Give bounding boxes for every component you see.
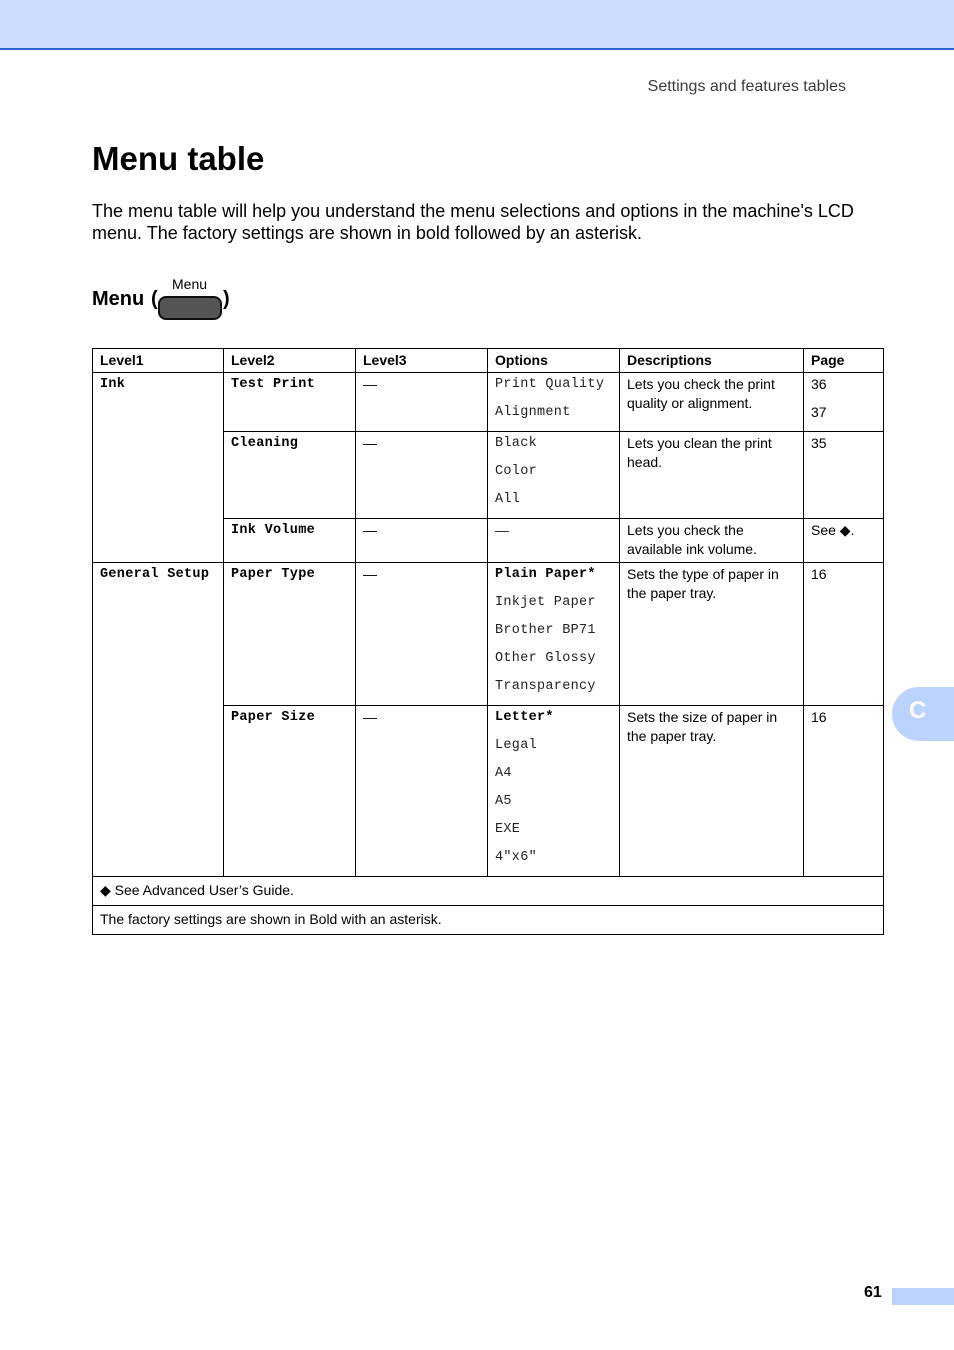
footnote-row <box>93 906 884 935</box>
option-item: Black <box>495 436 538 451</box>
col-header-level2: Level2 <box>224 349 356 373</box>
page-ref: 36 <box>811 376 827 392</box>
option-item: Inkjet Paper <box>495 595 596 610</box>
description-cell: Lets you check the print quality or alignment. <box>620 373 804 432</box>
option-item: Transparency <box>495 679 596 694</box>
option-item: Other Glossy <box>495 651 596 666</box>
option-item: A5 <box>495 794 512 809</box>
page-cell <box>804 373 884 432</box>
page-title: Menu table <box>92 140 265 177</box>
option-item: 4"x6" <box>495 850 538 865</box>
description-cell: Lets you clean the print head. <box>620 432 804 519</box>
page-number-bar <box>892 1288 954 1305</box>
page-ref: 35 <box>811 435 827 451</box>
option-item: — <box>495 522 509 538</box>
intro-paragraph: The menu table will help you understand the menu selections and options in the machine's LCD menu. The factory settings are shown in bold followed by an asterisk. <box>92 201 854 243</box>
running-header-title: Settings and features tables <box>647 78 846 95</box>
description-cell: Sets the type of paper in the paper tray. <box>620 563 804 706</box>
page-number: 61 <box>864 1284 882 1301</box>
col-header-page: Page <box>804 349 884 373</box>
level2-cell: Cleaning <box>224 432 356 519</box>
option-item-default: Letter* <box>495 710 554 725</box>
page-cell <box>804 519 884 563</box>
page-ref: See ◆. <box>811 522 855 538</box>
menu-table <box>92 348 884 935</box>
level2-cell: Ink Volume <box>224 519 356 563</box>
level3-cell: — <box>356 563 488 706</box>
option-item: Print Quality <box>495 377 605 392</box>
option-item-default: Plain Paper* <box>495 567 596 582</box>
level3-cell: — <box>356 373 488 432</box>
option-item: Alignment <box>495 405 571 420</box>
level1-cell: Ink <box>93 373 224 563</box>
table-header-row <box>93 349 884 373</box>
level3-cell: — <box>356 519 488 563</box>
option-item: A4 <box>495 766 512 781</box>
option-item: Brother BP71 <box>495 623 596 638</box>
description-cell: Sets the size of paper in the paper tray. <box>620 706 804 877</box>
option-item: All <box>495 492 521 507</box>
col-header-level1: Level1 <box>93 349 224 373</box>
table-row <box>93 563 884 706</box>
table-row <box>93 373 884 432</box>
col-header-level3: Level3 <box>356 349 488 373</box>
page-ref: 16 <box>811 566 827 582</box>
options-cell <box>488 373 620 432</box>
page-cell <box>804 706 884 877</box>
option-item: Legal <box>495 738 538 753</box>
options-cell <box>488 519 620 563</box>
level3-cell: — <box>356 432 488 519</box>
footnote-advanced-guide: ◆ See Advanced User’s Guide. <box>93 877 884 906</box>
footnote-factory-settings: The factory settings are shown in Bold with an asterisk. <box>93 906 884 935</box>
page-ref: 37 <box>811 404 827 420</box>
chapter-tab-letter: C <box>909 697 927 724</box>
options-cell <box>488 706 620 877</box>
level3-cell: — <box>356 706 488 877</box>
option-item: EXE <box>495 822 521 837</box>
level2-cell: Paper Type <box>224 563 356 706</box>
menu-heading-word: Menu <box>92 288 145 310</box>
level2-cell: Test Print <box>224 373 356 432</box>
option-item: Color <box>495 464 538 479</box>
col-header-descriptions: Descriptions <box>620 349 804 373</box>
options-cell <box>488 432 620 519</box>
page-cell <box>804 563 884 706</box>
menu-heading-open-paren: ( <box>151 288 158 310</box>
page-cell <box>804 432 884 519</box>
level1-cell: General Setup <box>93 563 224 877</box>
level2-cell: Paper Size <box>224 706 356 877</box>
description-cell: Lets you check the available ink volume. <box>620 519 804 563</box>
options-cell <box>488 563 620 706</box>
top-header-band <box>0 0 954 50</box>
menu-key-icon <box>158 296 222 320</box>
page-ref: 16 <box>811 709 827 725</box>
menu-heading-close-paren: ) <box>223 288 230 310</box>
col-header-options: Options <box>488 349 620 373</box>
chapter-side-tab <box>892 687 954 741</box>
menu-key-caption: Menu <box>172 276 208 292</box>
footnote-row <box>93 877 884 906</box>
